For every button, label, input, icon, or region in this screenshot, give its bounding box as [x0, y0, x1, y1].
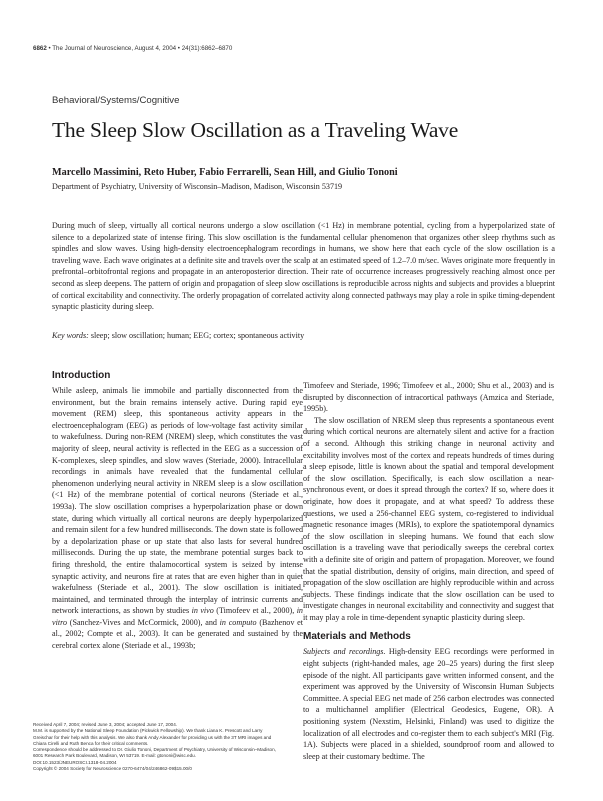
- page-number: 6862: [33, 45, 47, 52]
- author-list: Marcello Massimini, Reto Huber, Fabio Ferrarelli, Sean Hill, and Giulio Tononi: [52, 167, 398, 178]
- keywords-text: sleep; slow oscillation; human; EEG; cortex; spontaneous activity: [88, 331, 305, 340]
- intro-paragraph-2: The slow oscillation of NREM sleep thus represents a spontaneous event during which cortical neurons are alternately silent and active for a fraction of a second. Although this striking change in neuronal activity and excitability involves most of the cortex and repeats hundreds of times during a sleep episode, little is known about the spatial and temporal development of the slow oscillation. Specifically, is each slow oscillation a near-synchronous event, or does it spread through the cortex? If so, where does it originate, how does it propagate, and at what speed? To address these questions, we used a 256-channel EEG system, co-registered to individual magnetic resonance images (MRIs), to explore the spatiotemporal dynamics of the slow oscillation in sleeping humans. We found that each slow oscillation is a traveling wave that periodically sweeps the cerebral cortex with a definite site of origin and pattern of propagation. Moreover, we found that the spatial distribution, density of origins, main direction, and speed of propagation of the slow oscillation are highly reproducible within and across subjects. These findings indicate that the slow oscillation can be used to investigate changes in neuronal excitability and connectivity and suggest that it may play a role in time-dependent synaptic plasticity during sleep.: [303, 415, 554, 622]
- intro-paragraph-1: While asleep, animals lie immobile and partially disconnected from the environment, but the brain remains intensely active. During rapid eye movement (REM) sleep, this spontaneous activity appears in the electroencephalogram (EEG) as periods of low-voltage fast activity similar to wakefulness. During non-REM (NREM) sleep, which constitutes the vast majority of sleep, neural activity is reflected in the EEG as a succession of K-complexes, sleep spindles, and slow waves (Steriade, 2000). Intracellular recordings in animals have revealed that the fundamental cellular phenomenon underlying neural activity in NREM sleep is a slow oscillation (<1 Hz) of the membrane potential of cortical neurons (Steriade et al., 1993a). The slow oscillation comprises a hyperpolarization phase or down state, during which virtually all cortical neurons are deeply hyperpolarized and remain silent for a few hundred milliseconds. The down state is followed by a depolarization phase or up state that also lasts for several hundred milliseconds. During the up state, the membrane potential surges back to firing threshold, the entire thalamocortical system is seized by intense synaptic activity, and neurons fire at rates that are even higher than in quiet wakefulness (Steriade et al., 2001). The slow oscillation is initiated, maintained, and terminated through the interplay of intrinsic currents and network interactions, as shown by studies in vivo (Timofeev et al., 2000), in vitro (Sanchez-Vives and McCormick, 2000), and in computo (Bazhenov et al., 2002; Compte et al., 2003). It can be generated and sustained by the cerebral cortex alone (Steriade et al., 1993b;: [52, 386, 303, 651]
- methods-heading: Materials and Methods: [303, 631, 411, 643]
- methods-paragraph-1: Subjects and recordings. High-density EEG recordings were performed in eight subjects (right-handed males, age 20–25 years) during the first sleep episode of the night. All participants gave written informed consent, and the experiment was approved by the University of Wisconsin Human Subjects Committee. A special EEG net made of 256 carbon electrodes was connected to a multichannel amplifier (Electrical Geodesics, Eugene, OR). A positioning system (Nexstim, Helsinki, Finland) was used to digitize the localization of all electrodes and co-register them to each subject's MRI (Fig. 1A). Subjects were placed in a shielded, soundproof room and allowed to sleep at their customary bedtime. The: [303, 647, 554, 761]
- methods-subheading: Subjects and recordings.: [303, 647, 386, 657]
- correspondence-note: Correspondence should be addressed to Dr. Giulio Tononi, Department of Psychiatry, University of Wisconsin–Madison, 6001 Research Park Boulevard, Madison, WI 53719. E-mail: gtononi@wisc.edu.: [33, 747, 276, 759]
- introduction-heading: Introduction: [52, 370, 111, 381]
- affiliation: Department of Psychiatry, University of Wisconsin–Madison, Madison, Wisconsin 53719: [52, 182, 343, 191]
- support-note: M.M. is supported by the National Sleep Foundation (Pickwick Fellowship). We thank Liana K. Prescott and Larry Greischar for their help with this analysis. We also thank Andy Alexander for providing us with the 3T MRI images and Chiara Cirelli and Ruth Benca for their critical comments.: [33, 728, 272, 746]
- copyright: Copyright © 2004 Society for Neuroscience 0270-6474/04/246862-09$15.00/0: [33, 766, 192, 772]
- abstract: During much of sleep, virtually all cortical neurons undergo a slow oscillation (<1 Hz) in membrane potential, cycling from a hyperpolarized state of silence to a depolarized state of intense firing. This slow oscillation is the fundamental cellular phenomenon that organizes other sleep rhythms such as spindles and slow waves. Using high-density electroencephalogram recordings in humans, we show here that each cycle of the slow oscillation is a traveling wave. Each wave originates at a definite site and travels over the scalp at an estimated speed of 1.2–7.0 m/sec. Waves originate more frequently in prefrontal–orbitofrontal regions and propagate in an anteroposterior direction. Their rate of occurrence increases progressively reaching almost once per second as sleep deepens. The pattern of origin and propagation of sleep slow oscillations is reproducible across nights and subjects and provides a blueprint of cortical excitability and connectivity. The orderly propagation of correlated activity along connected pathways may play a role in spike timing-dependent synaptic plasticity during sleep.: [52, 221, 555, 312]
- keywords: [52, 330, 555, 341]
- journal-citation: • The Journal of Neuroscience, August 4, 2004 • 24(31):6862–6870: [46, 45, 233, 52]
- keywords-label: Key words:: [52, 331, 89, 340]
- doi: DOI:10.1523/JNEUROSCI.1318-04.2004: [33, 759, 117, 765]
- section-label: Behavioral/Systems/Cognitive: [52, 95, 180, 106]
- received-dates: Received April 7, 2004; revised June 3, 2004; accepted June 17, 2004.: [33, 722, 178, 727]
- footnotes: [33, 722, 278, 772]
- article-title: The Sleep Slow Oscillation as a Traveling Wave: [52, 118, 459, 142]
- running-head: [33, 45, 232, 52]
- intro-paragraph-1-cont: Timofeev and Steriade, 1996; Timofeev et al., 2000; Shu et al., 2003) and is disrupted by disconnection of intracortical pathways (Amzica and Steriade, 1995b).: [303, 381, 554, 414]
- right-column: [303, 380, 554, 762]
- left-column: [52, 370, 303, 652]
